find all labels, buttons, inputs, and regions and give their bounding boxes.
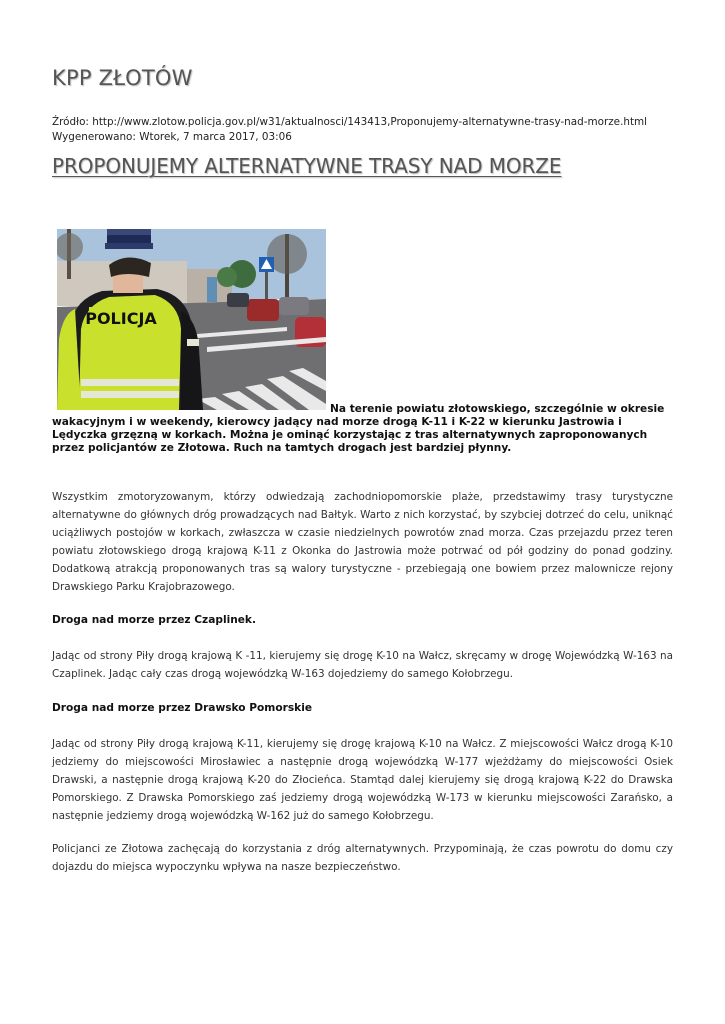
article-title: PROPONUJEMY ALTERNATYWNE TRASY NAD MORZE <box>52 154 562 178</box>
document-meta <box>52 115 647 145</box>
vest-label: POLICJA <box>85 309 157 328</box>
article-photo <box>57 229 326 410</box>
section2-text: Jadąc od strony Piły drogą krajową K-11, kierujemy się drogę krajową K-10 na Wałcz. Z miejscowości Wałcz drogą K-10 jedziemy do miejscowości Mirosławiec a następnie drogą wojewódzką W-177 wjeżdżamy do miejscowości Osiek Drawski, a następnie drogą krajową K-20 do Złocieńca. Stamtąd dalej kierujemy się drogą krajową K-22 do Drawska Pomorskiego. Z Drawska Pomorskiego zaś jedziemy drogą wojewódzką W-173 w kierunku miejscowości Zarańsko, a następnie jedziemy drogą wojewódzką W-162 już do samego Kołobrzegu. <box>52 738 673 822</box>
generated-date: Wygenerowano: Wtorek, 7 marca 2017, 03:06 <box>52 131 292 143</box>
section1-text: Jadąc od strony Piły drogą krajową K -11, kierujemy się drogę K-10 na Wałcz, skręcamy w drogę Wojewódzką W-163 na Czaplinek. Jadąc cały czas drogą wojewódzką W-163 dojedziemy do samego Kołobrzegu. <box>52 650 673 680</box>
section1-heading: Droga nad morze przez Czaplinek. <box>52 614 257 626</box>
site-title: KPP ZŁOTÓW <box>52 66 193 90</box>
source-url: Źródło: http://www.zlotow.policja.gov.pl/w31/aktualnosci/143413,Proponujemy-alternatywne-trasy-nad-morze.html <box>52 116 648 128</box>
article-lead <box>52 403 673 455</box>
lead-text: Na terenie powiatu złotowskiego, szczególnie w okresie wakacyjnym i w weekendy, kierowcy jadący nad morze drogą K-11 i K-22 w kierunku Jastrowia i Lędyczka grzęzną w korkach. Można je ominąć korzystając z tras alternatywnych zaproponowanych przez policjantów ze Złotowa. Ruch na tamtych drogach jest bardziej płynny. <box>52 403 665 454</box>
article-intro: Wszystkim zmotoryzowanym, którzy odwiedzają zachodniopomorskie plaże, przedstawimy trasy turystyczne alternatywne do głównych dróg prowadzących nad Bałtyk. Warto z nich korzystać, by szybciej dotrzeć do celu, uniknąć uciążliwych postojów w korkach, zwłaszcza w czasie niedzielnych powrotów znad morza. Czas przejazdu przez teren powiatu złotowskiego drogą krajową K-11 z Okonka do Jastrowia może potrwać od pół godziny do ponad godziny. Dodatkową atrakcją proponowanych tras są walory turystyczne - przebiegają one bowiem przez malownicze rejony Drawskiego Parku Krajobrazowego. <box>52 491 673 593</box>
closing-text: Policjanci ze Złotowa zachęcają do korzystania z dróg alternatywnych. Przypominają, że czas powrotu do domu czy dojazdu do miejsca wypoczynku wpływa na nasze bezpieczeństwo. <box>52 843 673 873</box>
section2-heading: Droga nad morze przez Drawsko Pomorskie <box>52 702 313 714</box>
